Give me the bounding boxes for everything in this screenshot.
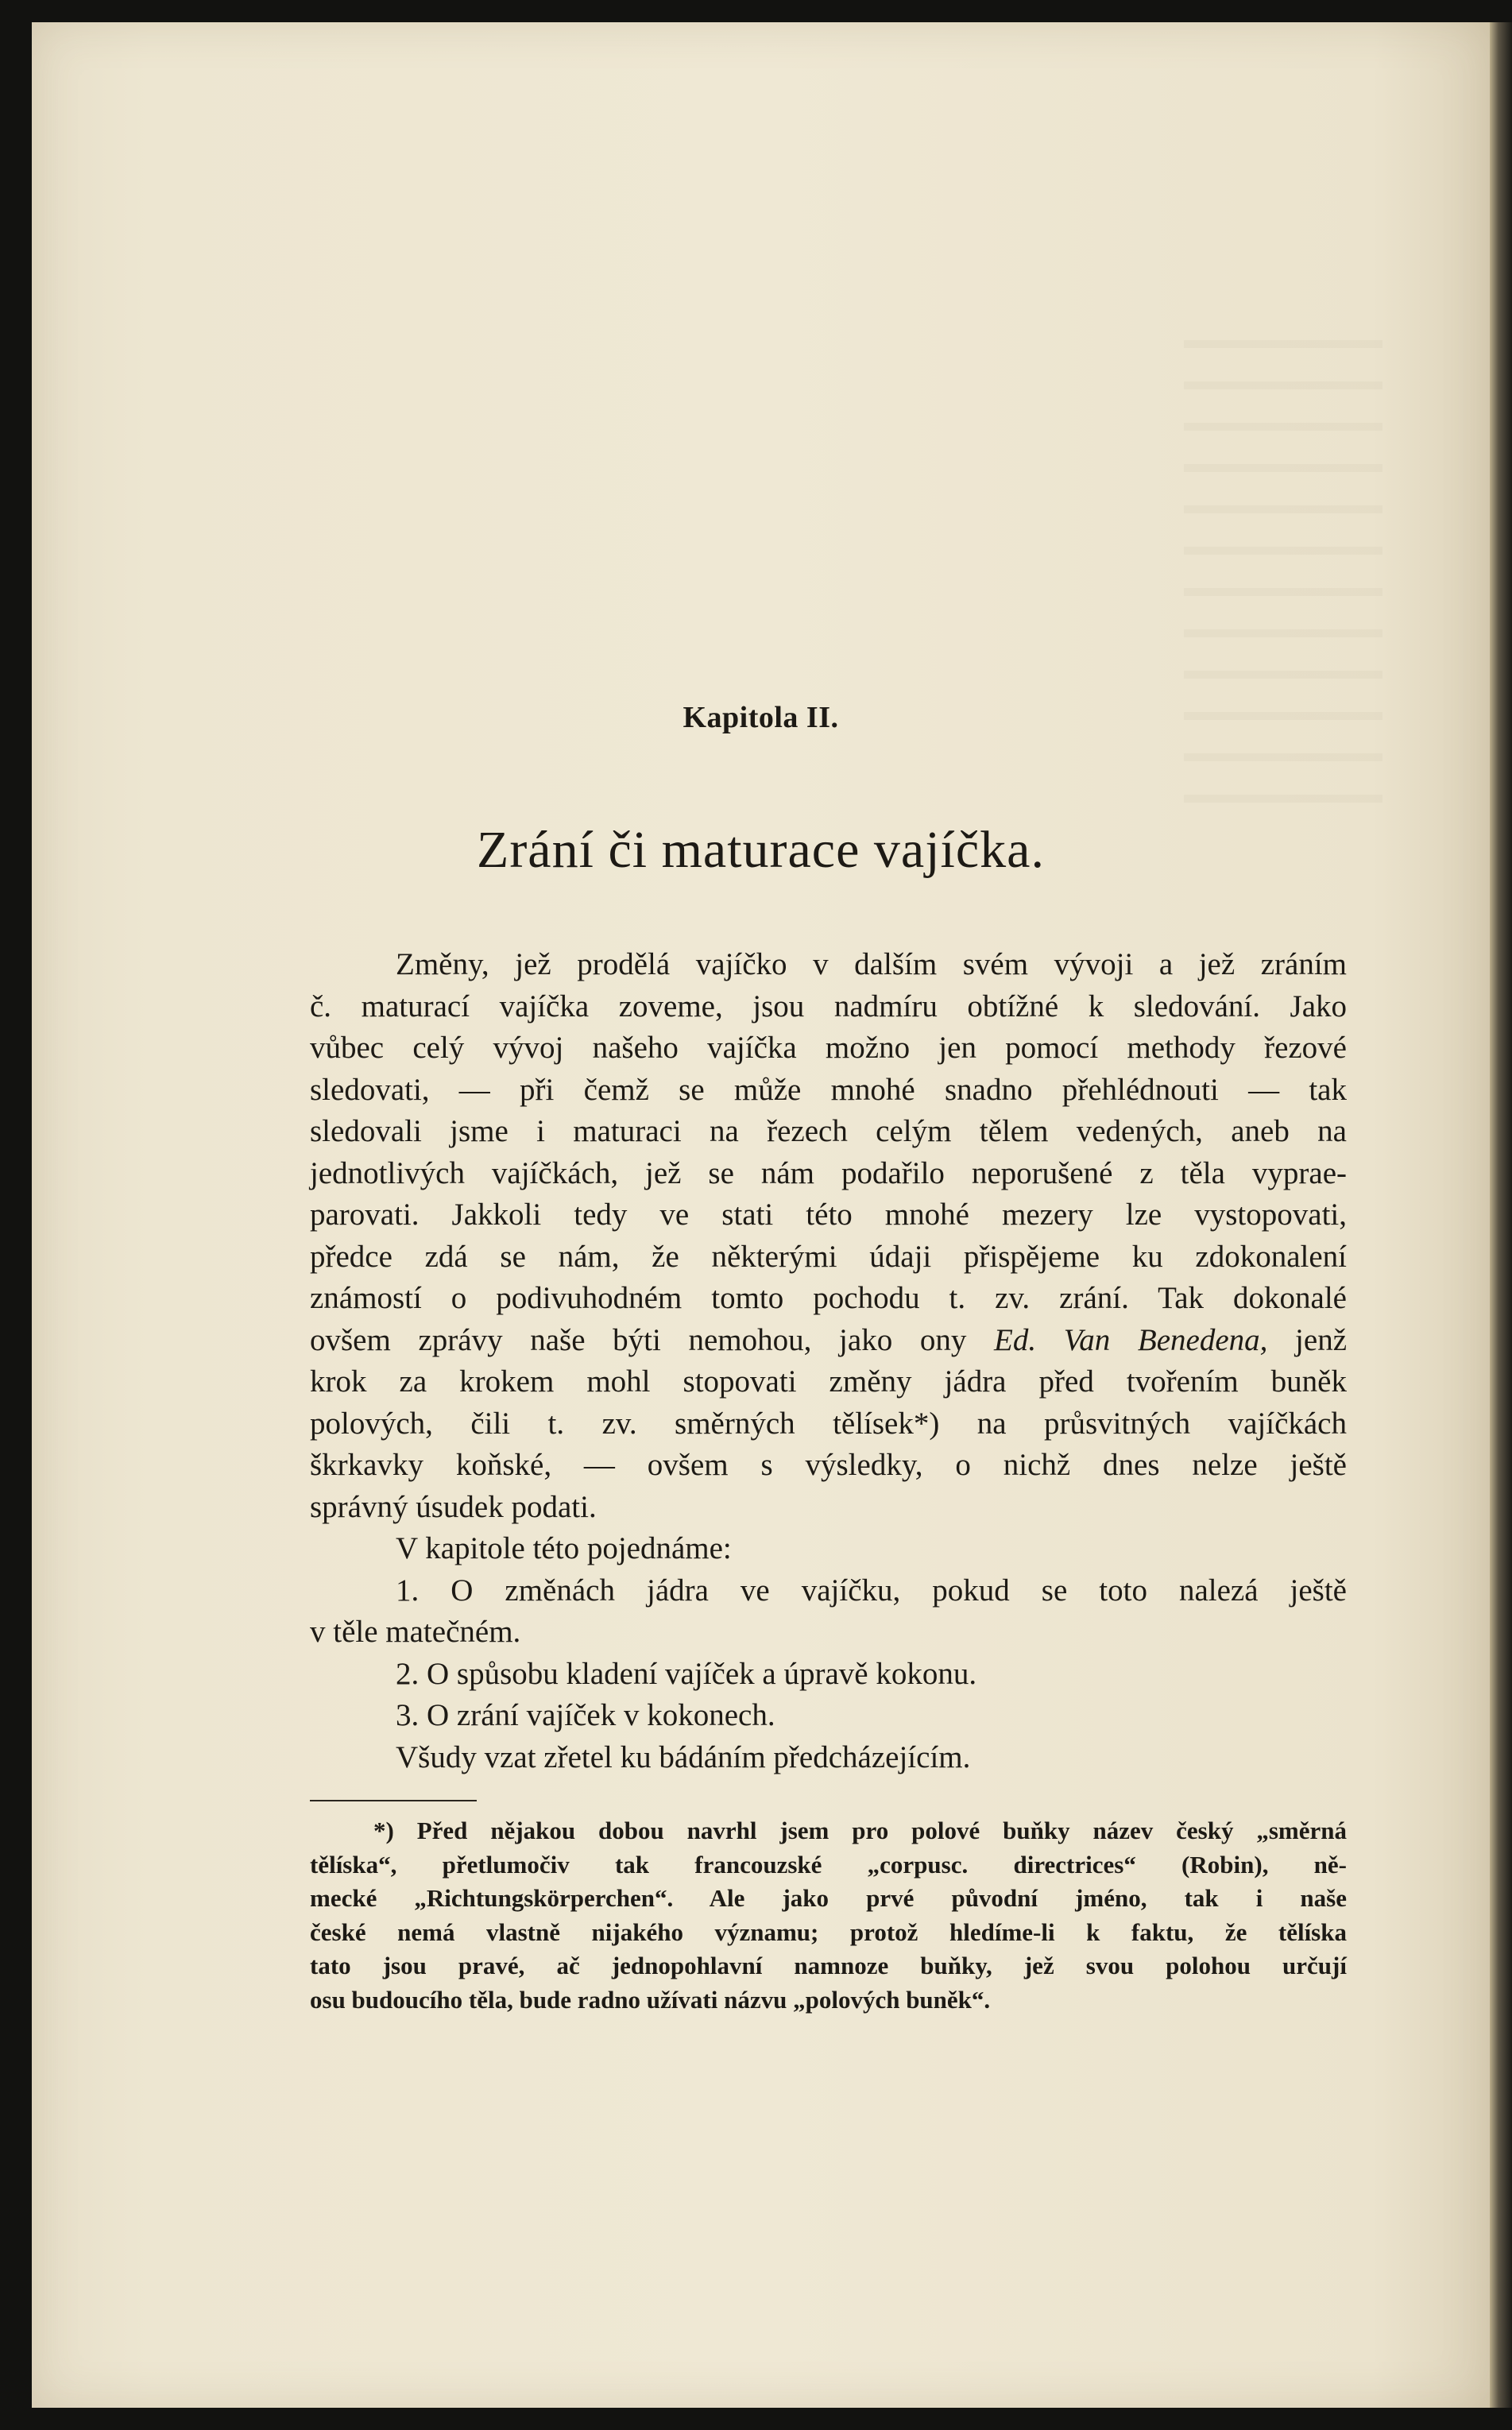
page-binding-edge (1490, 22, 1512, 2408)
body-line: parovati. Jakkoli tedy ve stati této mnohé mezery lze vystopovati, (310, 1198, 1347, 1232)
body-line: předce zdá se nám, že některými údaji přispějeme ku zdokonalení (310, 1239, 1347, 1274)
body-line: sledovati, — při čemž se může mnohé snadno přehlédnouti — tak (310, 1072, 1347, 1107)
body-line: vůbec celý vývoj našeho vajíčka možno jen pomocí methody řezové (310, 1031, 1347, 1065)
body-line: Změny, jež prodělá vajíčko v dalším svém vývoji a jež zráním (396, 947, 1347, 981)
body-line-with-citation (310, 1320, 1347, 1362)
footnote-line: osu budoucího těla, bude radno užívati názvu „polových buněk“. (310, 1985, 991, 2014)
body-line: polových, čili t. zv. směrných tělísek*) na průsvitných vajíčkách (310, 1406, 1347, 1441)
footnote-divider (310, 1800, 477, 1801)
body-line: krok za krokem mohl stopovati změny jádra před tvořením buněk (310, 1364, 1347, 1399)
show-through-bleed (1184, 340, 1382, 817)
footnote-line: tato jsou pravé, ač jednopohlavní namnoze buňky, jež svou polohou určují (310, 1952, 1347, 1979)
footnote-line: české nemá vlastně nijakého významu; protož hledíme-li k faktu, že tělíska (310, 1917, 1347, 1946)
chapter-title: Zrání či maturace vajíčka. (477, 821, 1045, 879)
body-line: č. maturací vajíčka zoveme, jsou nadmíru obtížné k sledování. Jako (310, 989, 1347, 1023)
body-line: Všudy vzat zřetel ku bádáním předcházejícím. (396, 1739, 971, 1774)
cited-author: Ed. Van Benedena, (994, 1322, 1268, 1357)
body-text-segment: ovšem zprávy naše býti nemohou, jako ony (310, 1322, 967, 1357)
body-line: jednotlivých vajíčkách, jež se nám podařilo neporušené z těla vyprae- (310, 1155, 1347, 1190)
body-text (310, 944, 1347, 1778)
body-text-segment: jenž (1295, 1322, 1348, 1357)
list-item-continuation: v těle matečném. (310, 1615, 521, 1649)
body-line: škrkavky koňské, — ovšem s výsledky, o nichž dnes nelze ještě (310, 1448, 1347, 1482)
footnote-line: tělíska“, přetlumočiv tak francouzské „corpusc. directrices“ (Robin), ně- (310, 1850, 1347, 1879)
footnote-line: *) Před nějakou dobou navrhl jsem pro polové buňky název český „směrná (373, 1817, 1347, 1844)
footnote (310, 1814, 1347, 2017)
list-item: 1. O změnách jádra ve vajíčku, pokud se toto nalezá ještě (396, 1573, 1347, 1608)
body-line: správný úsudek podati. (310, 1489, 597, 1524)
body-line: V kapitole této pojednáme: (396, 1531, 732, 1565)
body-line: sledovali jsme i maturaci na řezech celým tělem vedených, aneb na (310, 1114, 1347, 1148)
list-item: 2. O spůsobu kladení vajíček a úpravě kokonu. (396, 1656, 977, 1691)
chapter-label: Kapitola II. (683, 701, 839, 734)
book-page (32, 22, 1490, 2408)
body-line: známostí o podivuhodném tomto pochodu t. zv. zrání. Tak dokonalé (310, 1281, 1347, 1315)
list-item: 3. O zrání vajíček v kokonech. (396, 1698, 775, 1732)
footnote-line: mecké „Richtungskörperchen“. Ale jako prvé původní jméno, tak i naše (310, 1884, 1347, 1912)
